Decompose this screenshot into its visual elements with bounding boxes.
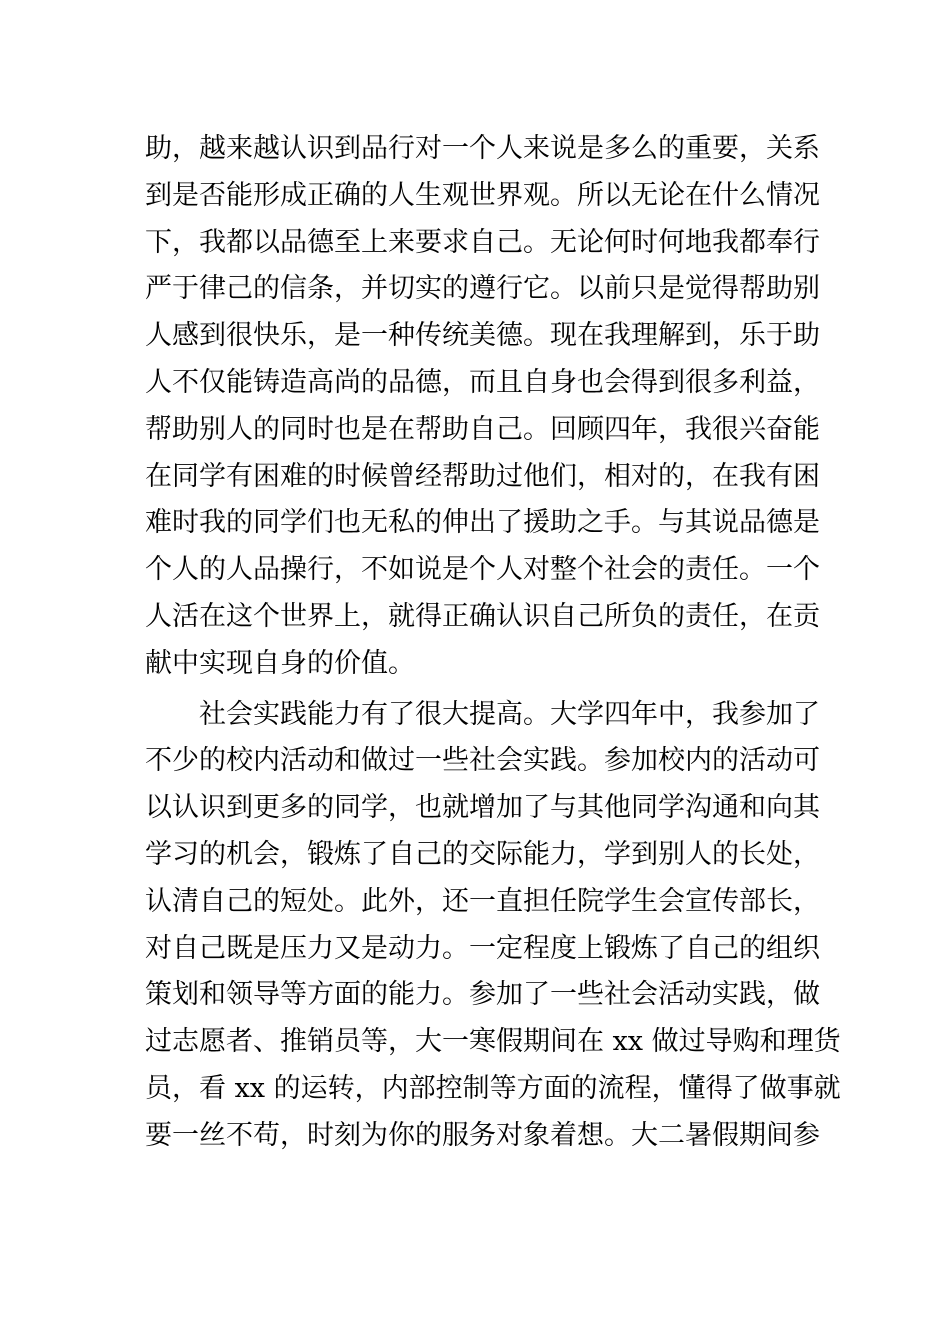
text-line: 在同学有困难的时候曾经帮助过他们，相对的，在我有困	[145, 460, 820, 492]
text-line: 帮助别人的同时也是在帮助自己。回顾四年，我很兴奋能	[145, 413, 820, 445]
text-line: 员，看 xx 的运转，内部控制等方面的流程，懂得了做事就	[145, 1072, 841, 1104]
text-line: 以认识到更多的同学，也就增加了与其他同学沟通和向其	[145, 792, 820, 824]
paragraph-character	[145, 126, 820, 688]
text-line: 到是否能形成正确的人生观世界观。所以无论在什么情况	[145, 179, 820, 211]
text-line: 下，我都以品德至上来要求自己。无论何时何地我都奉行	[145, 226, 820, 258]
text-line: 策划和领导等方面的能力。参加了一些社会活动实践，做	[145, 979, 820, 1011]
text-line: 人不仅能铸造高尚的品德，而且自身也会得到很多利益，	[145, 366, 820, 398]
text-line: 献中实现自身的价值。	[145, 647, 415, 679]
text-line: 要一丝不苟，时刻为你的服务对象着想。大二暑假期间参	[145, 1119, 820, 1151]
text-line: 不少的校内活动和做过一些社会实践。参加校内的活动可	[145, 745, 820, 777]
text-line: 人活在这个世界上，就得正确认识自己所负的责任，在贡	[145, 600, 820, 632]
text-line: 难时我的同学们也无私的伸出了援助之手。与其说品德是	[145, 507, 820, 539]
text-line: 人感到很快乐，是一种传统美德。现在我理解到，乐于助	[145, 320, 820, 352]
body-text	[145, 126, 841, 1160]
text-line: 个人的人品操行，不如说是个人对整个社会的责任。一个	[145, 554, 820, 586]
text-line: 过志愿者、推销员等，大一寒假期间在 xx 做过导购和理货	[145, 1026, 841, 1058]
text-line: 认清自己的短处。此外，还一直担任院学生会宣传部长，	[145, 885, 820, 917]
text-line: 社会实践能力有了很大提高。大学四年中，我参加了	[199, 698, 820, 730]
paragraph-practice	[145, 692, 841, 1160]
text-line: 学习的机会，锻炼了自己的交际能力，学到别人的长处，	[145, 838, 820, 870]
text-line: 助，越来越认识到品行对一个人来说是多么的重要，关系	[145, 133, 820, 164]
text-line: 对自己既是压力又是动力。一定程度上锻炼了自己的组织	[145, 932, 820, 964]
text-line: 严于律己的信条，并切实的遵行它。以前只是觉得帮助别	[145, 273, 820, 305]
